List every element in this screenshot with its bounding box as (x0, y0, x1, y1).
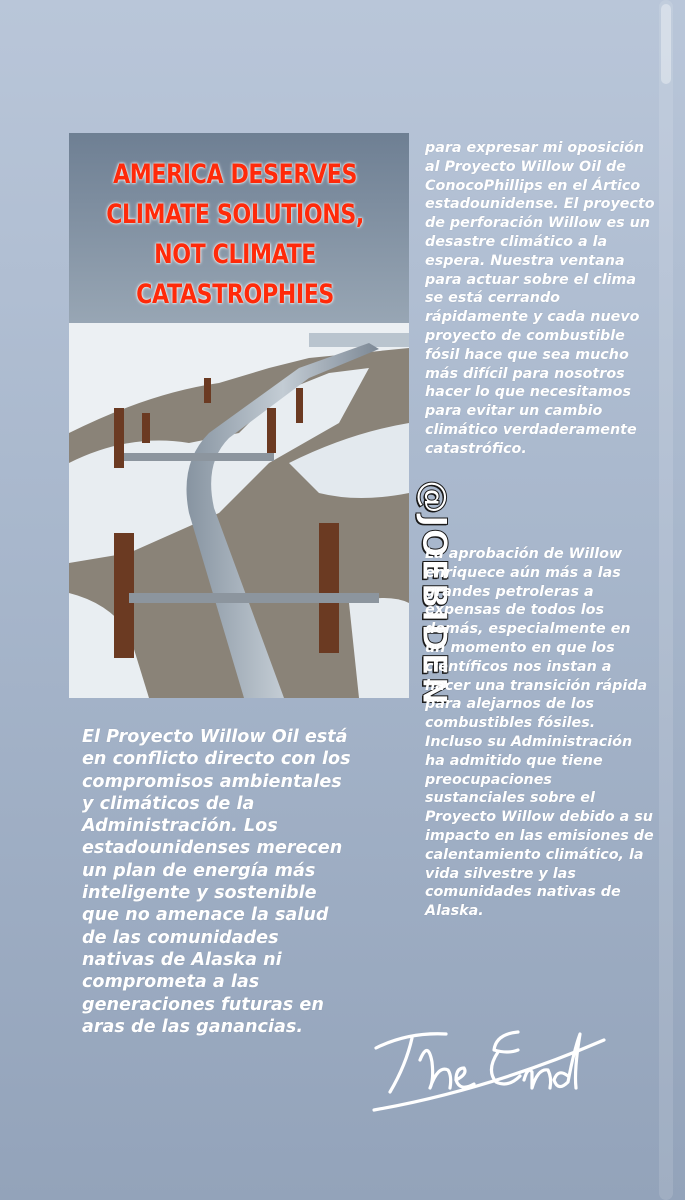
poster-headline (69, 155, 401, 315)
paragraph-left-bottom: El Proyecto Willow Oil está en conflicto directo con los compromisos ambientales y climáticos de la Administración. Los estadounidenses merecen un plan de energía más inteligente y sostenible que no amenace la salud de las comunidades nativas de Alaska ni comprometa a las generaciones futuras en aras de las ganancias. (82, 727, 351, 1037)
pipeline-photo (69, 133, 454, 707)
headline-line: CATASTROPHIES (136, 279, 334, 310)
scrollbar-thumb[interactable] (661, 4, 671, 84)
paragraph-right-top: para expresar mi oposición al Proyecto Willow Oil de ConocoPhillips en el Ártico estadounidense. El proyecto de perforación Willow es un desastre climático a la espera. Nuestra ventana para actuar sobre el clima se está cerrando rápidamente y cada nuevo proyecto de combustible fósil hace que sea mucho más difícil para nosotros hacer lo que necesitamos para evitar un cambio climático verdaderamente catastrófico. (425, 140, 655, 457)
headline-line: CLIMATE SOLUTIONS, (106, 199, 364, 230)
scrollbar[interactable] (659, 0, 673, 1200)
the-end-script-graphic (368, 1010, 608, 1120)
paragraph-right-bottom: La aprobación de Willow enriquece aún más a las grandes petroleras a expensas de todos los demás, especialmente en un momento en que los científicos nos instan a hacer una transición rápida para alejarnos de los combustibles fósiles. Incluso su Administración ha admitido que tiene preocupaciones sustanciales sobre el Proyecto Willow debido a su impacto en las emisiones de calentamiento climático, la vida silvestre y las comunidades nativas de Alaska. (425, 546, 654, 920)
headline-line: AMERICA DESERVES (113, 159, 358, 190)
twitter-handle-text: @JOEBIDEN (414, 479, 454, 707)
the-end-signature (368, 1010, 608, 1120)
headline-line: NOT CLIMATE (154, 239, 317, 270)
